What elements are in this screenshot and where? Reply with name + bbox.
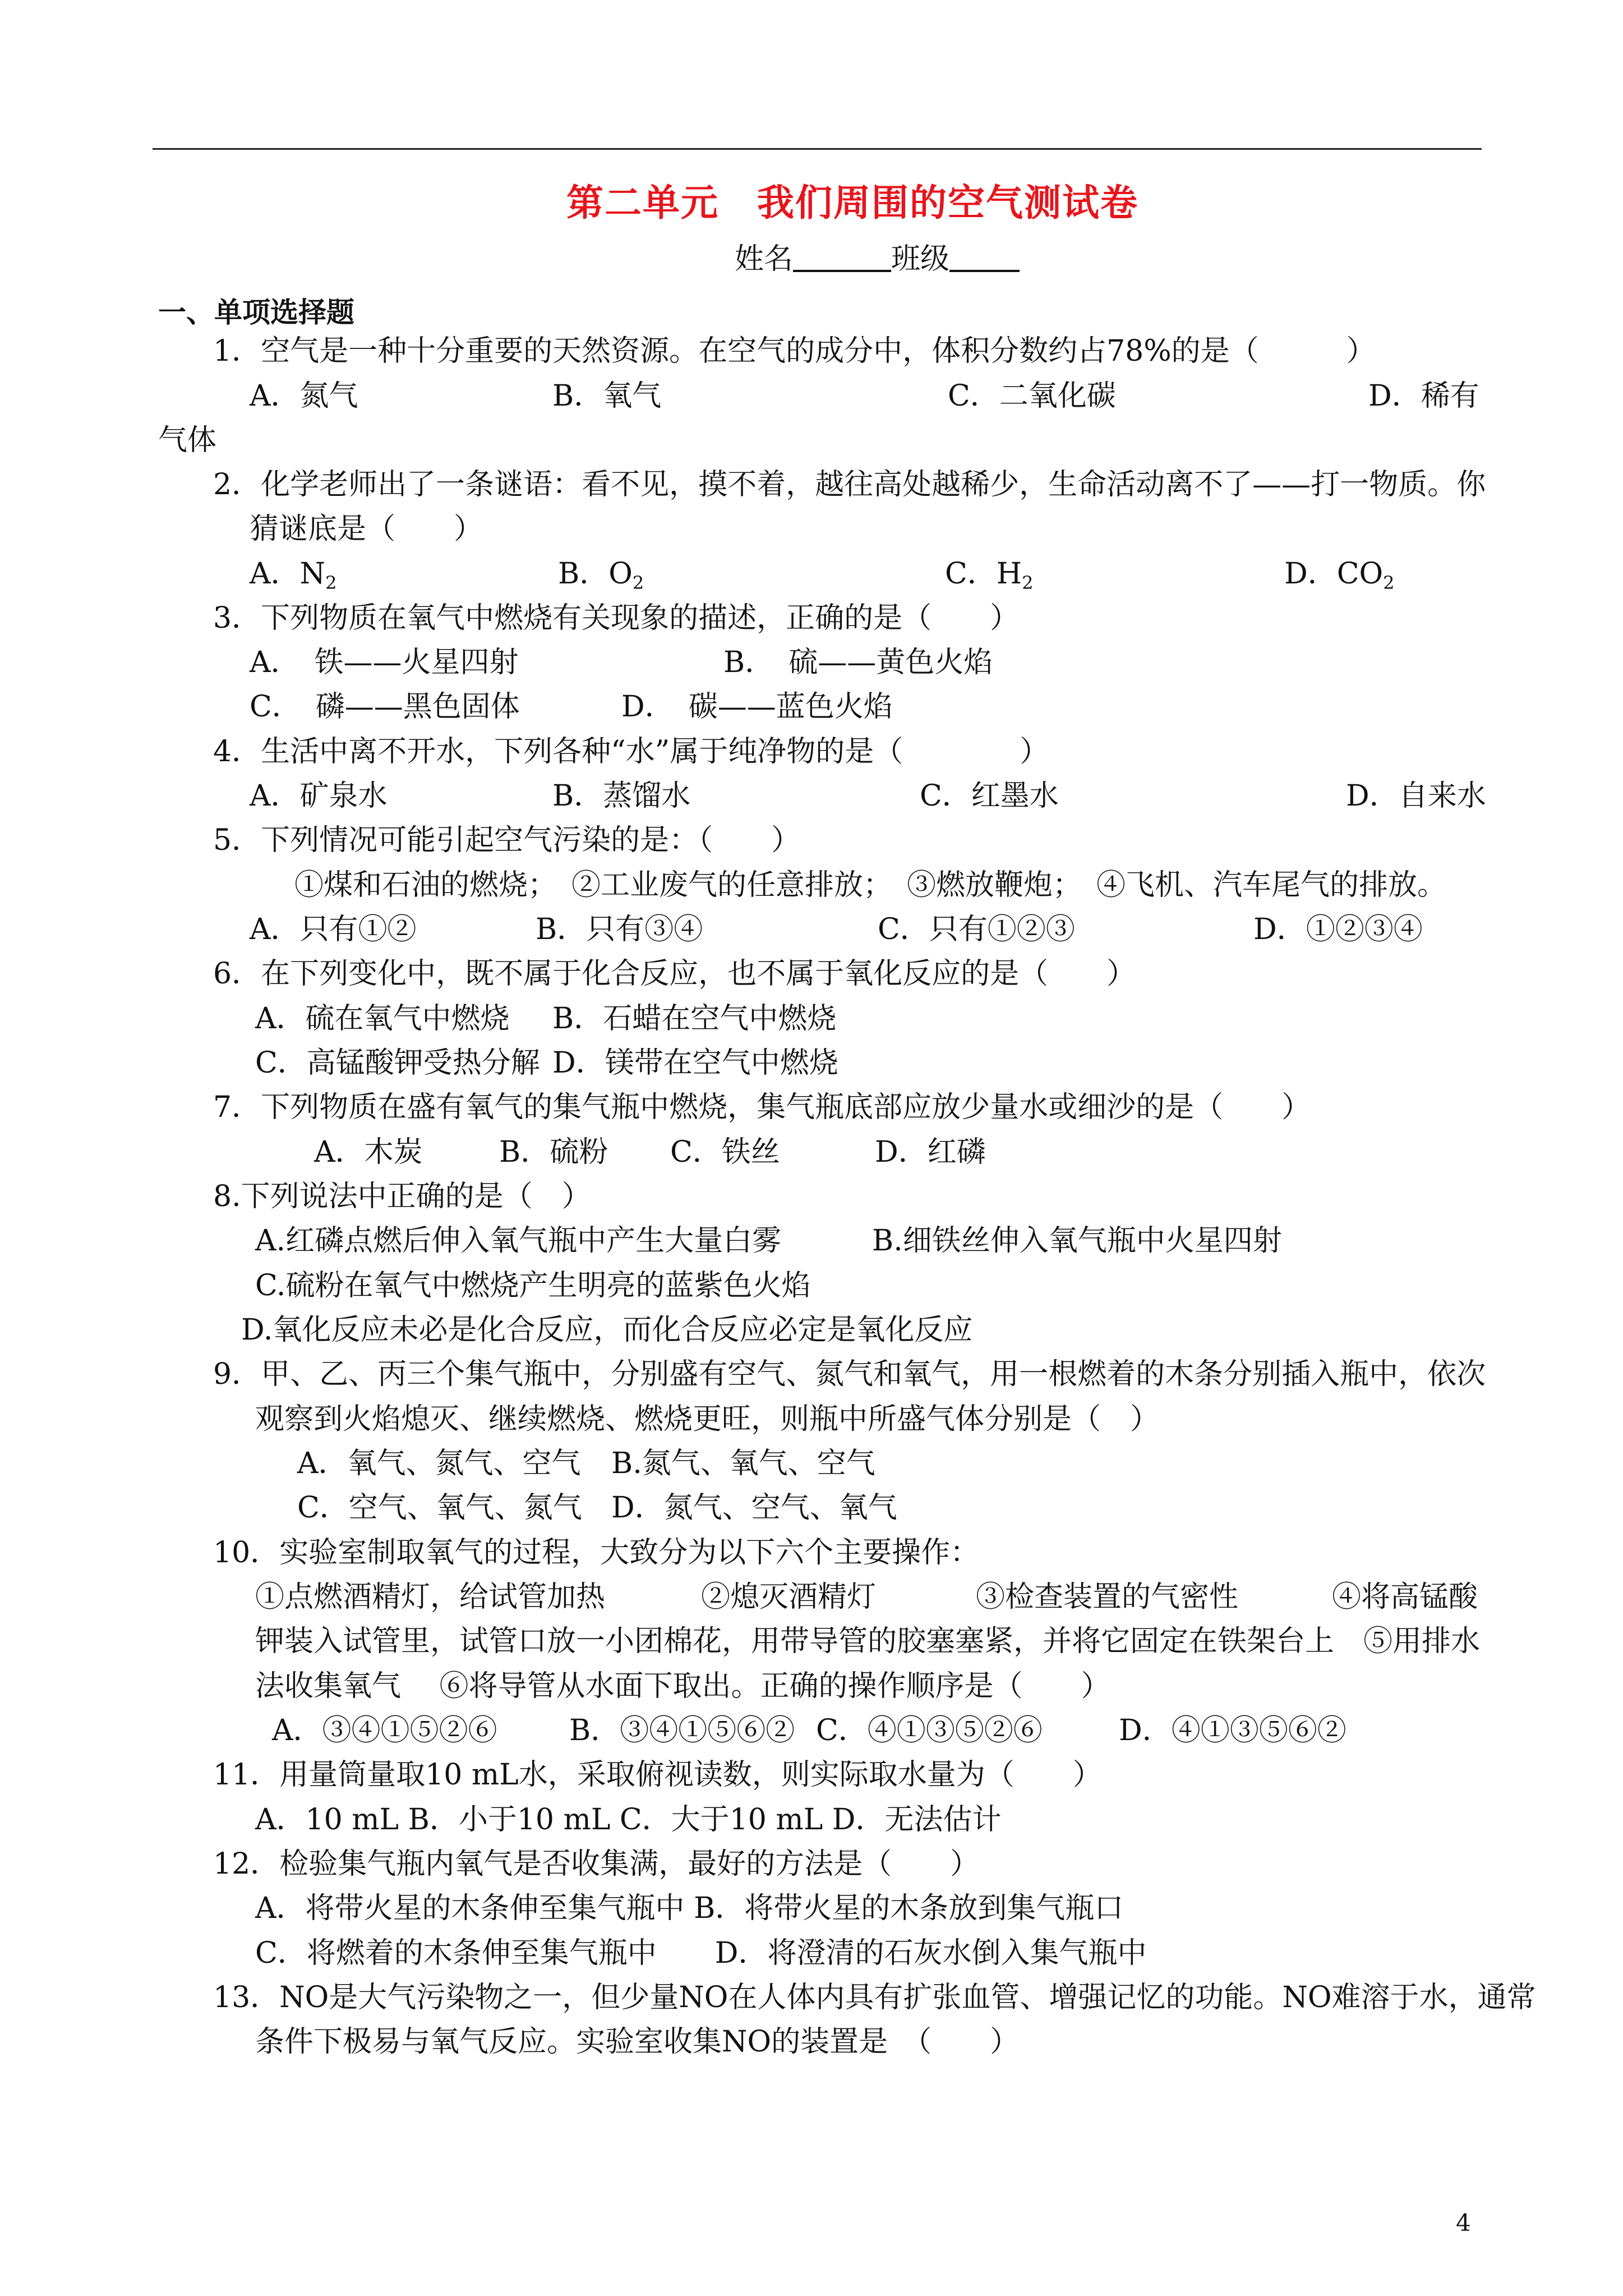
q2-c-subscript: 2	[1022, 572, 1034, 593]
q2-option-c	[945, 557, 1034, 591]
q9-option-d: D．氮气、空气、氧气	[611, 1491, 897, 1525]
q7-option-a: A．木炭	[314, 1135, 423, 1169]
q1-stem: 1．空气是一种十分重要的天然资源。在空气的成分中，体积分数约占78%的是（ ）	[213, 334, 1376, 368]
section-heading: 一、单项选择题	[158, 296, 354, 329]
q7-option-d: D．红磷	[875, 1135, 986, 1169]
q3-option-c: C． 磷——黑色固体	[250, 690, 520, 724]
q11-options: A．10 mL B．小于10 mL C．大于10 mL D．无法估计	[255, 1803, 1002, 1837]
q13-stem-line1: 13．NO是大气污染物之一，但少量NO在人体内具有扩张血管、增强记忆的功能。NO难溶于水，通常	[213, 1981, 1536, 2014]
q8-option-d: D.氧化反应未必是化合反应，而化合反应必定是氧化反应	[241, 1313, 973, 1347]
q2-d-subscript: 2	[1383, 572, 1395, 593]
class-blank	[949, 245, 1020, 272]
page-number: 4	[1456, 2209, 1471, 2237]
q8-option-a: A.红磷点燃后伸入氧气瓶中产生大量白雾	[255, 1224, 782, 1258]
q2-option-b	[558, 557, 644, 591]
q4-option-a: A．矿泉水	[250, 779, 388, 813]
q5-option-b: B．只有③④	[536, 913, 703, 946]
q11-stem: 11．用量筒量取10 mL水，采取俯视读数，则实际取水量为（ ）	[213, 1758, 1102, 1792]
q10-option-b: B．③④①⑤⑥②	[569, 1714, 795, 1747]
q10-option-d: D．④①③⑤⑥②	[1119, 1714, 1347, 1747]
q6-option-c: C．高锰酸钾受热分解	[255, 1046, 540, 1080]
q2-d-text: D．CO	[1284, 557, 1384, 591]
q10-step-2: ②熄灭酒精灯	[701, 1580, 877, 1614]
q10-step-1: ①点燃酒精灯，给试管加热	[255, 1580, 606, 1614]
q1-option-a: A．氮气	[250, 379, 358, 413]
q5-option-a: A．只有①②	[250, 913, 417, 946]
q10-option-a: A．③④①⑤②⑥	[272, 1714, 497, 1747]
page-title: 第二单元 我们周围的空气测试卷	[566, 181, 1138, 224]
q2-b-text: B．O	[558, 557, 633, 591]
q13-stem-line2: 条件下极易与氧气反应。实验室收集NO的装置是 （ ）	[255, 2025, 1020, 2059]
q9-option-b: B.氮气、氧气、空气	[611, 1447, 875, 1480]
q2-b-subscript: 2	[632, 572, 644, 593]
q6-option-a: A．硫在氧气中燃烧	[255, 1002, 510, 1036]
q5-items: ①煤和石油的燃烧； ②工业废气的任意排放； ③燃放鞭炮； ④飞机、汽车尾气的排放。	[294, 868, 1447, 902]
q3-option-d: D． 碳——蓝色火焰	[621, 690, 893, 724]
q8-option-c: C.硫粉在氧气中燃烧产生明亮的蓝紫色火焰	[255, 1269, 811, 1303]
q2-a-subscript: 2	[325, 572, 337, 593]
q1-option-c: C．二氧化碳	[948, 379, 1116, 413]
q2-a-text: A．N	[250, 557, 326, 591]
q12-options-cd: C．将燃着的木条伸至集气瓶中 D．将澄清的石灰水倒入集气瓶中	[255, 1936, 1147, 1970]
q10-option-c: C．④①③⑤②⑥	[816, 1714, 1043, 1747]
q1-option-b: B．氧气	[552, 379, 662, 413]
student-info	[735, 242, 1020, 276]
q3-option-b: B． 硫——黄色火焰	[723, 646, 993, 679]
q9-stem-line2: 观察到火焰熄灭、继续燃烧、燃烧更旺，则瓶中所盛气体分别是（ ）	[255, 1402, 1160, 1436]
q5-option-c: C．只有①②③	[878, 913, 1075, 946]
q2-stem-line2: 猜谜底是（ ）	[250, 512, 483, 546]
q4-option-b: B．蒸馏水	[552, 779, 691, 813]
q4-option-c: C．红墨水	[920, 779, 1059, 813]
q7-option-c: C．铁丝	[670, 1135, 780, 1169]
q10-line3: 法收集氧气 ⑥将导管从水面下取出。正确的操作顺序是（ ）	[255, 1669, 1110, 1703]
q2-option-a	[250, 557, 336, 591]
q12-stem: 12．检验集气瓶内氧气是否收集满，最好的方法是（ ）	[213, 1847, 980, 1881]
q6-option-d: D．镁带在空气中燃烧	[552, 1046, 838, 1080]
name-label: 姓名	[735, 242, 794, 276]
q2-option-d	[1284, 557, 1394, 591]
name-blank	[793, 245, 891, 272]
q4-option-d: D．自来水	[1346, 779, 1486, 813]
q10-step-4: ④将高锰酸	[1332, 1580, 1478, 1614]
q8-stem: 8.下列说法中正确的是（ ）	[213, 1180, 591, 1213]
q7-stem: 7．下列物质在盛有氧气的集气瓶中燃烧，集气瓶底部应放少量水或细沙的是（ ）	[213, 1091, 1311, 1124]
q8-option-b: B.细铁丝伸入氧气瓶中火星四射	[872, 1224, 1282, 1258]
q5-stem: 5．下列情况可能引起空气污染的是：（ ）	[213, 823, 801, 857]
q1-option-d-cont: 气体	[158, 424, 217, 457]
q5-option-d: D．①②③④	[1253, 913, 1423, 946]
q6-option-b: B．石蜡在空气中燃烧	[552, 1002, 837, 1036]
q9-stem-line1: 9．甲、乙、丙三个集气瓶中，分别盛有空气、氮气和氧气，用一根燃着的木条分别插入瓶中，依次	[213, 1358, 1486, 1391]
q12-options-ab: A．将带火星的木条伸至集气瓶中 B．将带火星的木条放到集气瓶口	[255, 1892, 1124, 1925]
q2-stem-line1: 2．化学老师出了一条谜语：看不见，摸不着，越往高处越稀少，生命活动离不了——打一物质。你	[213, 468, 1486, 501]
q1-option-d: D．稀有	[1368, 379, 1479, 413]
q10-line2: 钾装入试管里，试管口放一小团棉花，用带导管的胶塞塞紧，并将它固定在铁架台上 ⑤用排水	[255, 1625, 1481, 1658]
q3-stem: 3．下列物质在氧气中燃烧有关现象的描述，正确的是（ ）	[213, 601, 1020, 635]
q9-option-a: A．氧气、氮气、空气	[297, 1447, 581, 1480]
q2-c-text: C．H	[945, 557, 1022, 591]
q10-stem: 10．实验室制取氧气的过程，大致分为以下六个主要操作：	[213, 1536, 980, 1570]
q4-stem: 4．生活中离不开水，下列各种“水”属于纯净物的是（ ）	[213, 735, 1049, 769]
q6-stem: 6．在下列变化中，既不属于化合反应，也不属于氧化反应的是（ ）	[213, 957, 1136, 991]
q10-step-3: ③检查装置的气密性	[976, 1580, 1239, 1614]
header-rule	[153, 148, 1482, 150]
class-label: 班级	[891, 242, 950, 276]
q9-option-c: C．空气、氧气、氮气	[297, 1491, 582, 1525]
q7-option-b: B．硫粉	[499, 1135, 608, 1169]
q3-option-a: A． 铁——火星四射	[250, 646, 519, 679]
